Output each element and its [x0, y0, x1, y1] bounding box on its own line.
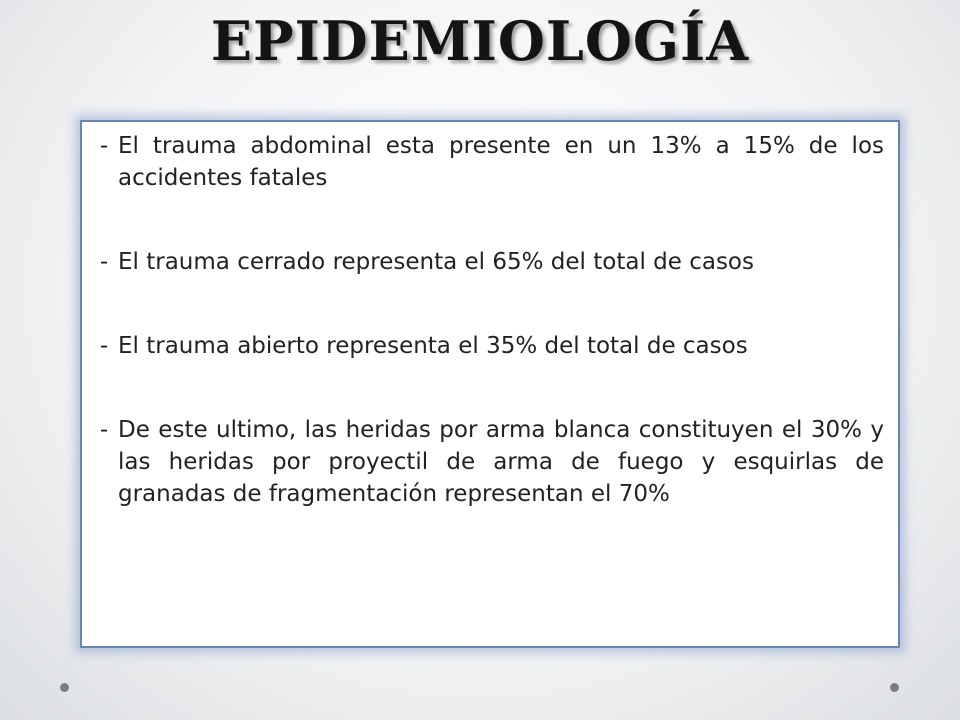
- bullet-text: El trauma abdominal esta presente en un 13% a 15% de los accidentes fatales: [118, 133, 884, 191]
- bullet-list: [90, 130, 884, 510]
- bullet-text: De este ultimo, las heridas por arma blanca constituyen el 30% y las heridas por proyectil de arma de fuego y esquirlas de granadas de fragmentación representan el 70%: [118, 417, 884, 507]
- slide-nav-dot-left: [60, 683, 69, 692]
- bullet-item: [90, 246, 884, 278]
- content-box: [80, 120, 900, 648]
- bullet-dash: -: [99, 333, 109, 359]
- bullet-text: El trauma cerrado representa el 65% del total de casos: [118, 249, 754, 275]
- bullet-dash: -: [99, 133, 109, 159]
- bullet-dash: -: [99, 249, 109, 275]
- slide-nav-dot-right: [890, 683, 899, 692]
- bullet-item: [90, 130, 884, 194]
- bullet-dash: -: [99, 417, 109, 443]
- bullet-text: El trauma abierto representa el 35% del total de casos: [118, 333, 748, 359]
- bullet-item: [90, 330, 884, 362]
- bullet-item: [90, 414, 884, 510]
- slide-title: EPIDEMIOLOGÍA: [210, 9, 750, 73]
